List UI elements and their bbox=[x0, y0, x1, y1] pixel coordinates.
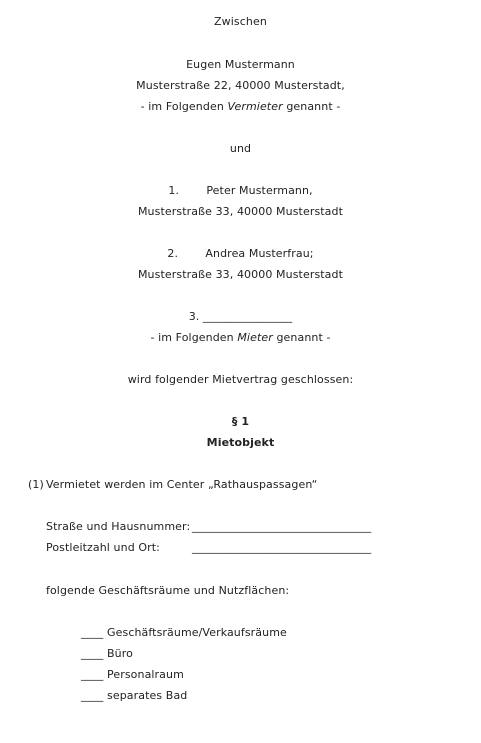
space-item bbox=[81, 647, 133, 661]
contract-clause: wird folgender Mietvertrag geschlossen: bbox=[127, 373, 354, 386]
tenant-role bbox=[0, 331, 481, 345]
landlord-name: Eugen Mustermann bbox=[186, 58, 295, 71]
space-item-label: separates Bad bbox=[107, 689, 188, 702]
space-item bbox=[81, 689, 187, 703]
space-item-blank: ____ bbox=[81, 668, 104, 681]
tenant-3-line bbox=[0, 310, 481, 324]
tenant-role-suffix: genannt - bbox=[272, 331, 331, 344]
section-title: Mietobjekt bbox=[206, 436, 275, 449]
space-item bbox=[81, 626, 287, 640]
space-item-label: Personalraum bbox=[107, 668, 184, 681]
tenant-3-blank: ________________ bbox=[202, 310, 293, 323]
landlord-role-prefix: - im Folgenden bbox=[140, 100, 228, 113]
field-postal-label: Postleitzahl und Ort: bbox=[46, 541, 160, 554]
tenant-1-line bbox=[0, 184, 481, 198]
space-item bbox=[81, 668, 184, 682]
field-postal bbox=[46, 541, 371, 555]
landlord-role-term: Vermieter bbox=[227, 100, 283, 113]
tenant-1-number: 1. bbox=[168, 184, 180, 197]
tenant-role-term: Mieter bbox=[237, 331, 273, 344]
space-item-label: Geschäftsräume/Verkaufsräume bbox=[107, 626, 287, 639]
field-street-blank: ________________________________ bbox=[192, 520, 372, 533]
tenant-1-name: Peter Mustermann, bbox=[206, 184, 313, 197]
space-item-label: Büro bbox=[107, 647, 133, 660]
space-item-blank: ____ bbox=[81, 626, 104, 639]
field-postal-blank: ________________________________ bbox=[192, 541, 372, 554]
and-text: und bbox=[229, 142, 252, 155]
space-item-blank: ____ bbox=[81, 647, 104, 660]
tenant-2-name: Andrea Musterfrau; bbox=[205, 247, 314, 260]
field-street-label: Straße und Hausnummer: bbox=[46, 520, 191, 533]
paragraph-1-text: Vermietet werden im Center „Rathauspassagen“ bbox=[46, 478, 318, 491]
tenant-role-prefix: - im Folgenden bbox=[150, 331, 238, 344]
field-street bbox=[46, 520, 371, 534]
tenant-3-number: 3. bbox=[188, 310, 200, 323]
between-text: Zwischen bbox=[214, 15, 267, 28]
tenant-2-line bbox=[0, 247, 481, 261]
paragraph-1-marker: (1) bbox=[28, 478, 44, 491]
landlord-role-suffix: genannt - bbox=[282, 100, 341, 113]
tenant-2-address: Musterstraße 33, 40000 Musterstadt bbox=[137, 268, 344, 281]
tenant-2-number: 2. bbox=[167, 247, 179, 260]
tenant-1-address: Musterstraße 33, 40000 Musterstadt bbox=[137, 205, 344, 218]
spaces-intro: folgende Geschäftsräume und Nutzflächen: bbox=[46, 584, 290, 597]
landlord-role bbox=[0, 100, 481, 114]
landlord-address: Musterstraße 22, 40000 Musterstadt, bbox=[136, 79, 345, 92]
section-number: § 1 bbox=[231, 415, 250, 428]
space-item-blank: ____ bbox=[81, 689, 104, 702]
